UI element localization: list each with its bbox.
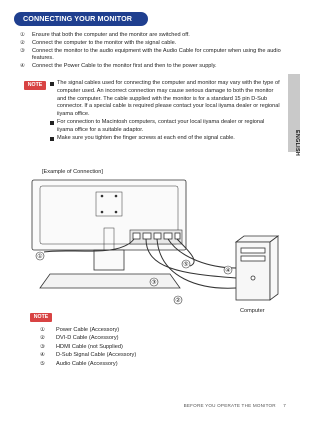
callout-1: ①	[37, 254, 43, 260]
note-list	[50, 80, 282, 144]
monitor-stand-icon	[40, 274, 180, 288]
computer-tower-icon	[236, 236, 278, 300]
legend-text: Audio Cable (Accessory)	[56, 360, 118, 367]
page-title: CONNECTING YOUR MONITOR	[14, 12, 148, 26]
step-number: ②	[20, 39, 26, 46]
note-badge: NOTE	[24, 81, 46, 90]
language-tab	[288, 74, 300, 157]
note-item	[50, 80, 282, 119]
computer-label: Computer	[240, 308, 265, 314]
monitor-back-icon	[32, 180, 189, 270]
callout-3: ③	[151, 280, 157, 286]
legend-item	[40, 334, 136, 342]
note-item	[50, 119, 282, 135]
cable-legend	[40, 326, 136, 368]
note-item	[50, 135, 282, 145]
step-number: ④	[20, 63, 26, 70]
step-text: Connect the monitor to the audio equipment with the Audio Cable for computer when using the audio features.	[32, 47, 281, 62]
legend-number: ②	[40, 335, 46, 342]
step-number: ③	[20, 47, 26, 54]
step-text: Connect the computer to the monitor with the signal cable.	[32, 39, 177, 46]
legend-item	[40, 360, 136, 368]
step-number: ①	[20, 32, 26, 38]
step-text: Connect the Power Cable to the monitor first and then to the power supply.	[32, 63, 217, 70]
legend-text: HDMI Cable (not Supplied)	[56, 343, 123, 350]
step-list	[20, 32, 282, 71]
note-badge: NOTE	[30, 313, 52, 322]
step-item	[20, 32, 282, 40]
legend-text: Power Cable (Accessory)	[56, 327, 120, 333]
page-footer	[184, 403, 286, 408]
language-tab-label: ENGLISH	[294, 130, 300, 157]
example-caption: [Example of Connection]	[42, 169, 103, 175]
callout-4: ④	[225, 268, 231, 274]
bullet-icon	[50, 80, 57, 119]
legend-number: ①	[40, 327, 46, 333]
legend-item	[40, 326, 136, 334]
connection-diagram	[30, 178, 282, 314]
legend-number: ⑤	[40, 360, 46, 367]
legend-text: D-Sub Signal Cable (Accessory)	[56, 352, 137, 359]
note-text: For connection to Macintosh computers, contact your local iiyama dealer or regional iiyama office for a suitable adaptor.	[57, 118, 265, 133]
legend-item	[40, 351, 136, 359]
note-text: Make sure you tighten the finger screws at each end of the signal cable.	[57, 134, 235, 141]
step-item	[20, 48, 282, 64]
callout-2: ②	[175, 298, 181, 304]
page-number: 7	[283, 403, 286, 408]
footer-text: BEFORE YOU OPERATE THE MONITOR	[183, 403, 276, 408]
bullet-icon	[50, 119, 57, 135]
note-text: The signal cables used for connecting the computer and monitor may vary with the type of computer used. An incorrect connection may cause serious damage to both the monitor and the computer. The cable supplied with the monitor is for a standard 15 pin D-Sub connector. If a special cable is required please contact your local iiyama dealer or regional iiyama office.	[57, 80, 280, 118]
legend-item	[40, 343, 136, 351]
legend-number: ③	[40, 343, 46, 350]
bullet-icon	[50, 135, 57, 145]
step-item	[20, 40, 282, 48]
callout-5: ⑤	[183, 262, 189, 268]
legend-text: DVI-D Cable (Accessory)	[56, 335, 119, 342]
legend-number: ④	[40, 352, 46, 359]
step-text: Ensure that both the computer and the monitor are switched off.	[32, 32, 190, 38]
step-item	[20, 63, 282, 71]
